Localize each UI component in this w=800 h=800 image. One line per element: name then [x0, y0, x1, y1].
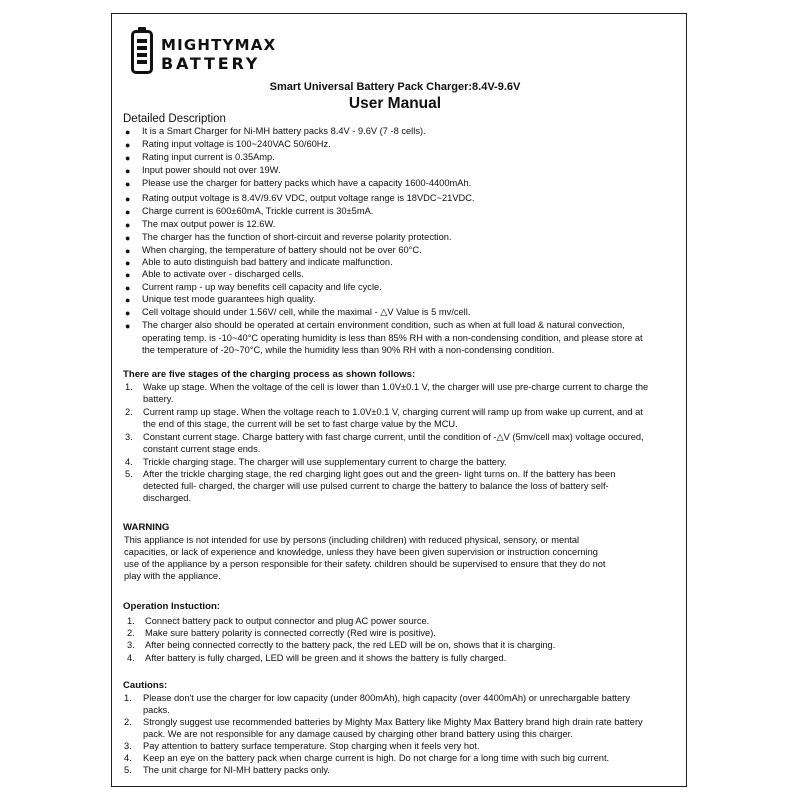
bullet-marker: ● — [125, 194, 131, 204]
bullet-marker: ● — [125, 308, 131, 318]
operation-number: 4. — [127, 653, 135, 663]
brand-logo — [131, 30, 277, 76]
stage-line: discharged. — [143, 493, 192, 503]
caution-number: 1. — [124, 693, 132, 703]
operation-line: Connect battery pack to output connector and plug AC power source. — [145, 616, 430, 626]
description-line: Input power should not over 19W. — [142, 165, 281, 175]
operation-line: Make sure battery polarity is connected correctly (Red wire is positive). — [145, 628, 436, 638]
caution-line: Keep an eye on the battery pack when charge current is high. Do not charge for a long time with such big current. — [143, 753, 610, 763]
stage-line: constant current stage ends. — [143, 444, 261, 454]
stage-number: 4. — [125, 457, 133, 467]
operation-number: 2. — [127, 628, 135, 638]
stage-line: detected full- charged, the charger will use pulsed current to charge the battery to balance the loss of battery self- — [143, 481, 609, 491]
description-line: Able to auto distinguish bad battery and indicate malfunction. — [142, 257, 393, 267]
warning-line: capacities, or lack of experience and knowledge, unless they have been given supervision or instruction concerning — [124, 547, 598, 557]
bullet-marker: ● — [125, 258, 131, 268]
cautions-heading: Cautions: — [123, 680, 168, 691]
bullet-marker: ● — [125, 220, 131, 230]
warning-line: This appliance is not intended for use by persons (including children) with reduced physical, sensory, or mental — [124, 535, 580, 545]
operation-number: 3. — [127, 640, 135, 650]
description-line: Unique test mode guarantees high quality. — [142, 294, 316, 304]
stage-line: Constant current stage. Charge battery with fast charge current, until the condition of -△V (5mv/cell max) voltage occured, — [143, 432, 644, 442]
stage-line: battery. — [143, 394, 174, 404]
stage-number: 1. — [125, 382, 133, 392]
description-line: It is a Smart Charger for Ni-MH battery packs 8.4V - 9.6V (7 -8 cells). — [142, 126, 426, 136]
caution-line: Strongly suggest use recommended batteries by Mighty Max Battery like Mighty Max Battery brand high drain rate battery — [143, 717, 643, 727]
bullet-marker: ● — [125, 140, 131, 150]
description-line: Able to activate over - discharged cells. — [142, 269, 304, 279]
operation-line: After battery is fully charged, LED will be green and it shows the battery is fully charged. — [145, 653, 507, 663]
description-line: the temperature of -20~70°C, while the humidity less than 90% RH with a non-condensing condition. — [142, 345, 555, 355]
bullet-marker: ● — [125, 270, 131, 280]
description-line: Rating input current is 0.35Amp. — [142, 152, 275, 162]
description-line: The charger also should be operated at certain environment condition, such as when at full load & natural convection, — [142, 320, 625, 330]
operation-number: 1. — [127, 616, 135, 626]
stage-line: Trickle charging stage. The charger will use supplementary current to charge the battery. — [143, 457, 507, 467]
description-line: Current ramp - up way benefits cell capacity and life cycle. — [142, 282, 382, 292]
document-title: Smart Universal Battery Pack Charger:8.4V-9.6V — [269, 81, 521, 93]
bullet-marker: ● — [125, 153, 131, 163]
bullet-marker: ● — [125, 179, 131, 189]
caution-number: 4. — [124, 753, 132, 763]
stage-line: After the trickle charging stage, the red charging light goes out and the green- light turns on. If the battery has been — [143, 469, 616, 479]
stage-line: the end of this stage, the current will be set to fast charge value by the MCU. — [143, 419, 458, 429]
description-line: Cell voltage should under 1.56V/ cell, while the maximal - △V Value is 5 mv/cell. — [142, 307, 471, 317]
caution-number: 3. — [124, 741, 132, 751]
bullet-marker: ● — [125, 207, 131, 217]
bullet-marker: ● — [125, 127, 131, 137]
operation-line: After being connected correctly to the battery pack, the red LED will be on, shows that it is charging. — [145, 640, 556, 650]
caution-line: pack. We are not responsible for any damage caused by charging other brand battery using this charger. — [143, 729, 573, 739]
logo-text-line1: MIGHTYMAX — [161, 36, 277, 54]
battery-icon — [131, 30, 153, 74]
caution-number: 2. — [124, 717, 132, 727]
stages-heading: There are five stages of the charging process as shown follows: — [123, 369, 416, 380]
stage-line: Current ramp up stage. When the voltage reach to 1.0V±0.1 V, charging current will ramp up from wake up current, and at — [143, 407, 643, 417]
warning-line: play with the appliance. — [124, 571, 221, 581]
description-line: The max output power is 12.6W. — [142, 219, 276, 229]
logo-text-line2: BATTERY — [161, 54, 261, 73]
warning-heading: WARNING — [123, 522, 170, 533]
description-line: Charge current is 600±60mA, Trickle current is 30±5mA. — [142, 206, 374, 216]
bullet-marker: ● — [125, 321, 131, 331]
stage-number: 5. — [125, 469, 133, 479]
stage-number: 3. — [125, 432, 133, 442]
bullet-marker: ● — [125, 283, 131, 293]
detailed-description-heading: Detailed Description — [123, 113, 226, 125]
bullet-marker: ● — [125, 233, 131, 243]
description-line: When charging, the temperature of battery should not be over 60°C. — [142, 245, 422, 255]
description-line: operating temp. is -10~40°C operating humidity is less than 85% RH with a non-condensing condition, and please store at — [142, 333, 643, 343]
caution-line: packs. — [143, 705, 170, 715]
description-line: Rating input voltage is 100~240VAC 50/60Hz. — [142, 139, 331, 149]
bullet-marker: ● — [125, 295, 131, 305]
bullet-marker: ● — [125, 166, 131, 176]
caution-line: Pay attention to battery surface temperature. Stop charging when it feels very hot. — [143, 741, 480, 751]
description-line: The charger has the function of short-circuit and reverse polarity protection. — [142, 232, 452, 242]
caution-number: 5. — [124, 765, 132, 775]
caution-line: Please don't use the charger for low capacity (under 800mAh), high capacity (over 4400mAh) or unrechargable battery — [143, 693, 631, 703]
document-subtitle: User Manual — [348, 95, 442, 112]
stage-line: Wake up stage. When the voltage of the cell is lower than 1.0V±0.1 V, the charger will use pre-charge current to charge the — [143, 382, 649, 392]
description-line: Please use the charger for battery packs which have a capacity 1600-4400mAh. — [142, 178, 472, 188]
warning-line: use of the appliance by a person responsible for their safety. children should be supervised to ensure that they do not — [124, 559, 606, 569]
description-line: Rating output voltage is 8.4V/9.6V VDC, output voltage range is 18VDC~21VDC. — [142, 193, 475, 203]
bullet-marker: ● — [125, 246, 131, 256]
stage-number: 2. — [125, 407, 133, 417]
operation-heading: Operation Instuction: — [123, 601, 221, 612]
caution-line: The unit charge for NI-MH battery packs only. — [143, 765, 330, 775]
